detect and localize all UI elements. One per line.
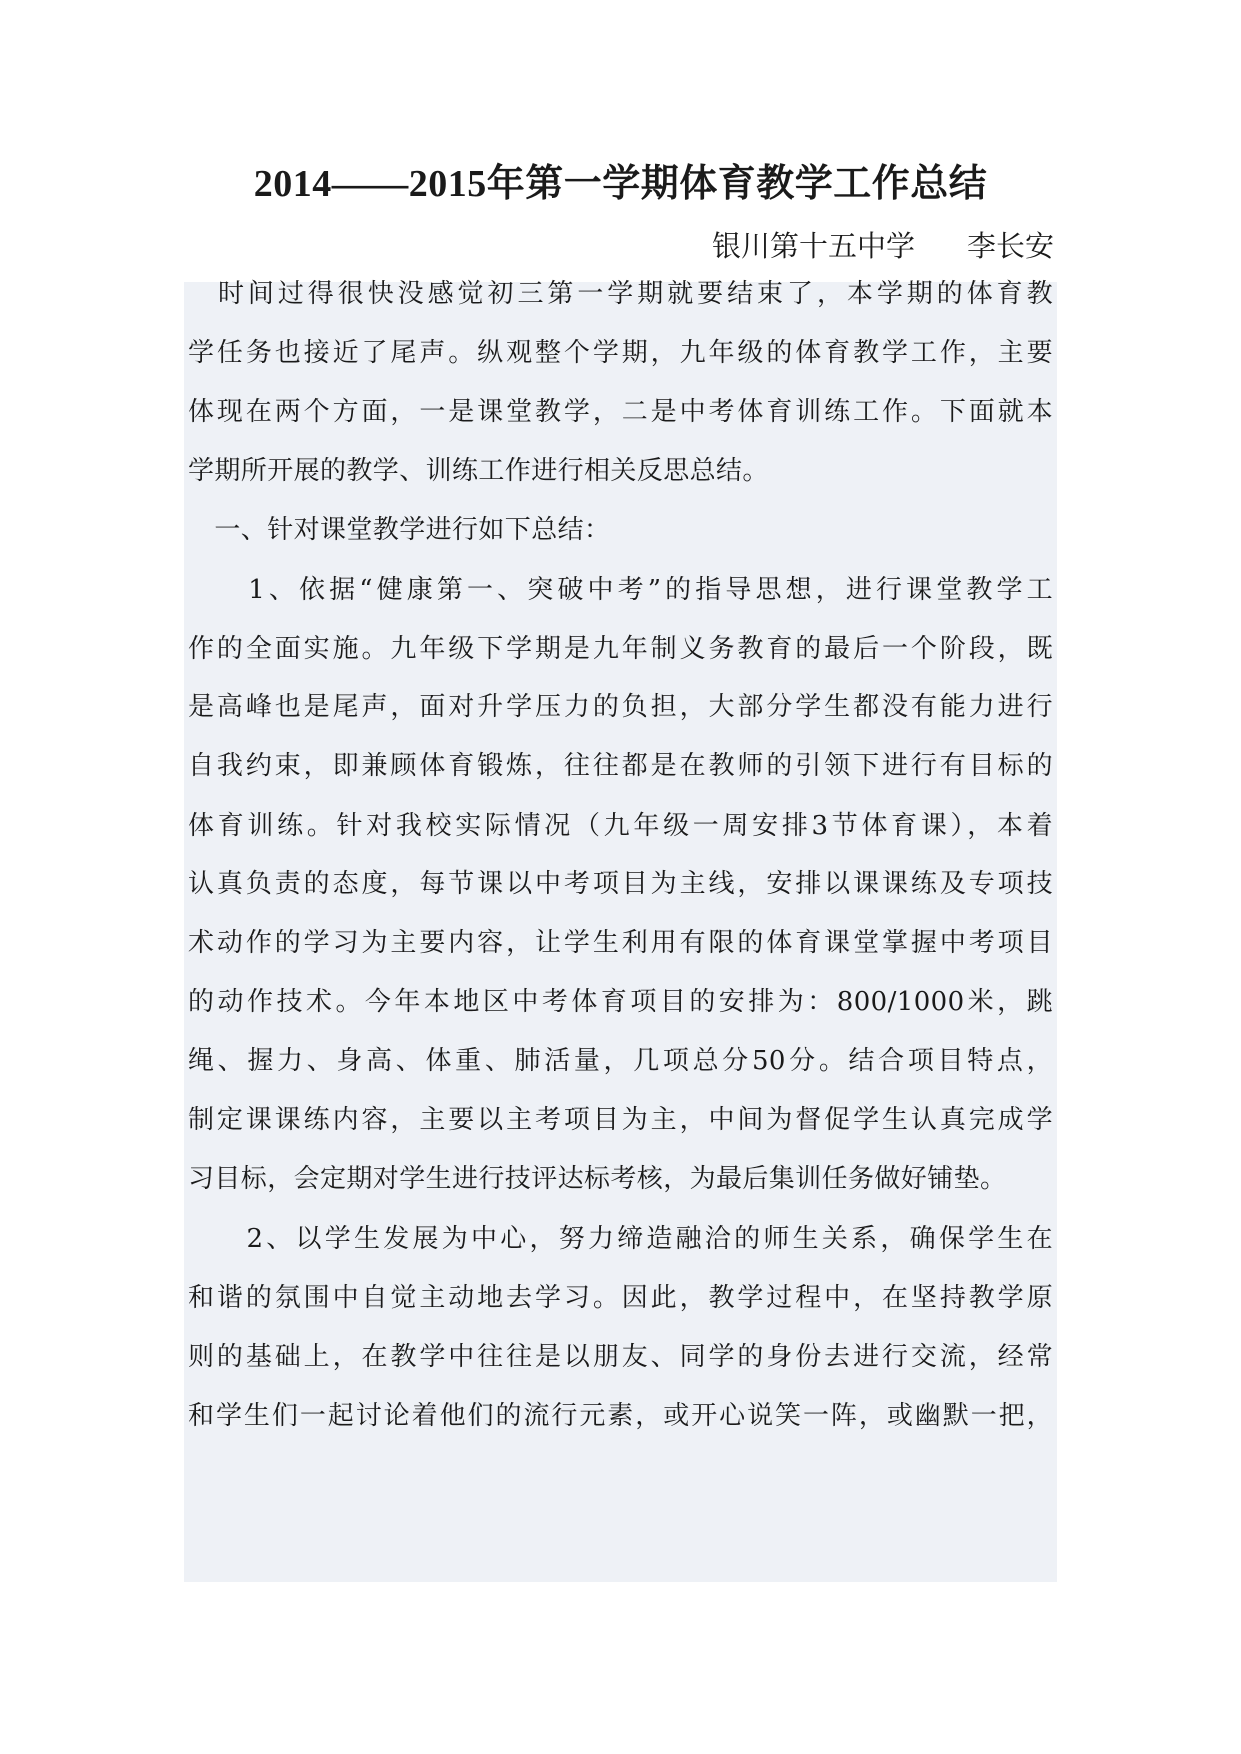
author-name: 李长安 — [966, 229, 1054, 263]
text-line: 的动作技术。今年本地区中考体育项目的安排为：800/1000米，跳 — [188, 987, 1053, 1017]
author-school: 银川第十五中学 — [711, 229, 915, 263]
text-line: 是高峰也是尾声，面对升学压力的负担，大部分学生都没有能力进行 — [188, 692, 1053, 722]
text-line: 术动作的学习为主要内容，让学生利用有限的体育课堂掌握中考项目 — [188, 928, 1053, 958]
text-line: 自我约束，即兼顾体育锻炼，往往都是在教师的引领下进行有目标的 — [188, 751, 1053, 781]
text-line: 制定课课练内容，主要以主考项目为主，中间为督促学生认真完成学 — [188, 1105, 1053, 1135]
text-line: 体现在两个方面，一是课堂教学，二是中考体育训练工作。下面就本 — [188, 397, 1053, 427]
text-line: 学任务也接近了尾声。纵观整个学期，九年级的体育教学工作，主要 — [188, 338, 1053, 368]
author-line — [712, 226, 1054, 266]
document-title: 2014——2015年第一学期体育教学工作总结 — [253, 163, 988, 205]
text-line: 则的基础上，在教学中往往是以朋友、同学的身份去进行交流，经常 — [188, 1342, 1053, 1372]
text-line: 2、以学生发展为中心，努力缔造融洽的师生关系，确保学生在 — [188, 1224, 1053, 1254]
text-line: 绳、握力、身高、体重、肺活量，几项总分50分。结合项目特点， — [188, 1046, 1053, 1076]
text-line: 和学生们一起讨论着他们的流行元素，或开心说笑一阵，或幽默一把， — [188, 1401, 1053, 1431]
text-line: 和谐的氛围中自觉主动地去学习。因此，教学过程中，在坚持教学原 — [188, 1283, 1053, 1313]
text-line: 1、依据“健康第一、突破中考”的指导思想，进行课堂教学工 — [188, 575, 1053, 605]
text-line: 时间过得很快没感觉初三第一学期就要结束了，本学期的体育教 — [188, 279, 1053, 309]
text-line: 认真负责的态度，每节课以中考项目为主线，安排以课课练及专项技 — [188, 869, 1053, 899]
text-line: 习目标，会定期对学生进行技评达标考核，为最后集训任务做好铺垫。 — [188, 1164, 1007, 1194]
text-line: 一、针对课堂教学进行如下总结： — [188, 515, 611, 545]
text-line: 体育训练。针对我校实际情况（九年级一周安排3节体育课），本着 — [188, 811, 1053, 841]
text-line: 学期所开展的教学、训练工作进行相关反思总结。 — [188, 456, 769, 486]
text-line: 作的全面实施。九年级下学期是九年制义务教育的最后一个阶段，既 — [188, 634, 1053, 664]
